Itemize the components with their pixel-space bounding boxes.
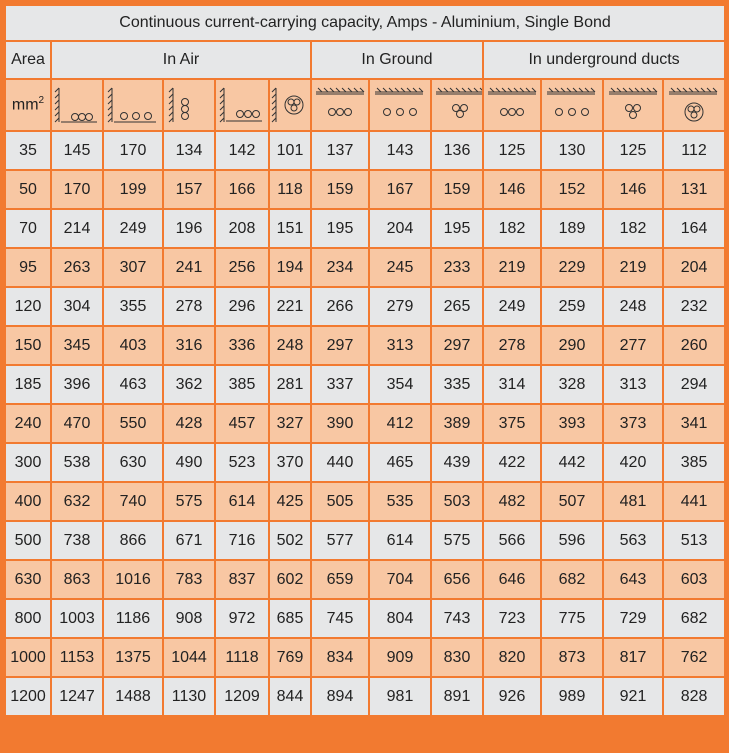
ampacity-cell: 385: [663, 443, 725, 482]
ampacity-cell: 151: [269, 209, 311, 248]
air-flat-touching-icon: [51, 79, 103, 131]
ampacity-cell: 894: [311, 677, 369, 716]
ampacity-cell: 577: [311, 521, 369, 560]
ampacity-cell: 362: [163, 365, 215, 404]
ampacity-cell: 729: [603, 599, 663, 638]
ampacity-cell: 659: [311, 560, 369, 599]
in-ducts-header: In underground ducts: [483, 41, 725, 79]
ampacity-cell: 278: [483, 326, 541, 365]
ground-flat-touching-icon: [311, 79, 369, 131]
unit-exponent: 2: [38, 95, 45, 107]
ampacity-cell: 335: [431, 365, 483, 404]
ampacity-cell: 490: [163, 443, 215, 482]
duct-flat-touching-icon: [483, 79, 541, 131]
area-cell: 800: [5, 599, 51, 638]
ampacity-cell: 566: [483, 521, 541, 560]
ampacity-cell: 656: [431, 560, 483, 599]
ampacity-cell: 112: [663, 131, 725, 170]
ampacity-cell: 263: [51, 248, 103, 287]
air-trefoil-spaced-icon: [215, 79, 269, 131]
ampacity-cell: 313: [603, 365, 663, 404]
ampacity-cell: 482: [483, 482, 541, 521]
ampacity-cell: 457: [215, 404, 269, 443]
ampacity-cell: 563: [603, 521, 663, 560]
ampacity-cell: 327: [269, 404, 311, 443]
ampacity-cell: 249: [103, 209, 163, 248]
ampacity-cell: 463: [103, 365, 163, 404]
ampacity-cell: 125: [483, 131, 541, 170]
ampacity-cell: 145: [51, 131, 103, 170]
ampacity-cell: 503: [431, 482, 483, 521]
ampacity-cell: 208: [215, 209, 269, 248]
ampacity-cell: 314: [483, 365, 541, 404]
ampacity-cell: 337: [311, 365, 369, 404]
ampacity-cell: 182: [483, 209, 541, 248]
table-row: [5, 677, 725, 716]
ampacity-cell: 981: [369, 677, 431, 716]
ampacity-cell: 575: [431, 521, 483, 560]
ampacity-cell: 159: [311, 170, 369, 209]
in-air-header: In Air: [51, 41, 311, 79]
ampacity-cell: 389: [431, 404, 483, 443]
ampacity-cell: 259: [541, 287, 603, 326]
ampacity-cell: 130: [541, 131, 603, 170]
table-row: [5, 287, 725, 326]
ampacity-cell: 828: [663, 677, 725, 716]
table-title: Continuous current-carrying capacity, Amps - Aluminium, Single Bond: [5, 5, 725, 41]
ampacity-cell: 643: [603, 560, 663, 599]
ampacity-cell: 505: [311, 482, 369, 521]
ampacity-cell: 219: [483, 248, 541, 287]
area-cell: 70: [5, 209, 51, 248]
ampacity-cell: 596: [541, 521, 603, 560]
ampacity-cell: 204: [663, 248, 725, 287]
table-row: [5, 170, 725, 209]
ampacity-cell: 440: [311, 443, 369, 482]
table-row: [5, 482, 725, 521]
ampacity-cell: 682: [541, 560, 603, 599]
ampacity-cell: 146: [603, 170, 663, 209]
ampacity-cell: 234: [311, 248, 369, 287]
ampacity-cell: 575: [163, 482, 215, 521]
ampacity-cell: 396: [51, 365, 103, 404]
ampacity-cell: 866: [103, 521, 163, 560]
area-cell: 185: [5, 365, 51, 404]
ampacity-cell: 313: [369, 326, 431, 365]
ampacity-cell: 535: [369, 482, 431, 521]
ampacity-cell: 355: [103, 287, 163, 326]
ampacity-cell: 783: [163, 560, 215, 599]
ampacity-cell: 614: [369, 521, 431, 560]
ampacity-cell: 265: [431, 287, 483, 326]
ampacity-cell: 341: [663, 404, 725, 443]
ampacity-cell: 199: [103, 170, 163, 209]
ampacity-cell: 307: [103, 248, 163, 287]
ampacity-cell: 481: [603, 482, 663, 521]
ampacity-cell: 297: [431, 326, 483, 365]
table-row: [5, 131, 725, 170]
ampacity-cell: 837: [215, 560, 269, 599]
ampacity-cell: 182: [603, 209, 663, 248]
air-trefoil-touching-icon: [269, 79, 311, 131]
ampacity-cell: 738: [51, 521, 103, 560]
ampacity-cell: 1003: [51, 599, 103, 638]
ampacity-cell: 189: [541, 209, 603, 248]
ampacity-cell: 159: [431, 170, 483, 209]
table-row: [5, 443, 725, 482]
ampacity-cell: 146: [483, 170, 541, 209]
duct-flat-spaced-icon: [541, 79, 603, 131]
ampacity-cell: 1247: [51, 677, 103, 716]
area-cell: 50: [5, 170, 51, 209]
duct-single-trefoil-icon: [663, 79, 725, 131]
ampacity-cell: 297: [311, 326, 369, 365]
ampacity-cell: 1118: [215, 638, 269, 677]
ampacity-cell: 248: [603, 287, 663, 326]
ampacity-cell: 164: [663, 209, 725, 248]
ampacity-cell: 439: [431, 443, 483, 482]
ampacity-cell: 229: [541, 248, 603, 287]
ampacity-cell: 412: [369, 404, 431, 443]
ampacity-cell: 873: [541, 638, 603, 677]
ground-flat-spaced-icon: [369, 79, 431, 131]
ampacity-cell: 685: [269, 599, 311, 638]
area-cell: 500: [5, 521, 51, 560]
ampacity-cell: 152: [541, 170, 603, 209]
ampacity-cell: 804: [369, 599, 431, 638]
ampacity-cell: 442: [541, 443, 603, 482]
ampacity-cell: 762: [663, 638, 725, 677]
ampacity-cell: 909: [369, 638, 431, 677]
ampacity-cell: 219: [603, 248, 663, 287]
ampacity-cell: 1488: [103, 677, 163, 716]
ampacity-cell: 502: [269, 521, 311, 560]
ampacity-cell: 278: [163, 287, 215, 326]
ampacity-cell: 328: [541, 365, 603, 404]
ampacity-cell: 304: [51, 287, 103, 326]
ampacity-cell: 195: [311, 209, 369, 248]
ampacity-cell: 614: [215, 482, 269, 521]
ampacity-cell: 390: [311, 404, 369, 443]
table-row: [5, 209, 725, 248]
ampacity-cell: 716: [215, 521, 269, 560]
area-cell: 240: [5, 404, 51, 443]
ampacity-cell: 260: [663, 326, 725, 365]
ampacity-cell: 393: [541, 404, 603, 443]
ampacity-cell: 336: [215, 326, 269, 365]
ampacity-cell: 277: [603, 326, 663, 365]
area-cell: 120: [5, 287, 51, 326]
ampacity-cell: 820: [483, 638, 541, 677]
ampacity-cell: 167: [369, 170, 431, 209]
ampacity-cell: 834: [311, 638, 369, 677]
ampacity-cell: 817: [603, 638, 663, 677]
ampacity-cell: 195: [431, 209, 483, 248]
ampacity-cell: 630: [103, 443, 163, 482]
ampacity-cell: 249: [483, 287, 541, 326]
ampacity-cell: 170: [103, 131, 163, 170]
area-cell: 300: [5, 443, 51, 482]
ampacity-cell: 769: [269, 638, 311, 677]
ampacity-cell: 830: [431, 638, 483, 677]
ampacity-cell: 296: [215, 287, 269, 326]
ampacity-cell: 248: [269, 326, 311, 365]
ampacity-cell: 290: [541, 326, 603, 365]
ampacity-cell: 281: [269, 365, 311, 404]
ampacity-cell: 425: [269, 482, 311, 521]
ampacity-cell: 294: [663, 365, 725, 404]
ampacity-cell: 170: [51, 170, 103, 209]
ampacity-cell: 441: [663, 482, 725, 521]
ampacity-cell: 921: [603, 677, 663, 716]
ampacity-cell: 1186: [103, 599, 163, 638]
ampacity-cell: 256: [215, 248, 269, 287]
ampacity-cell: 523: [215, 443, 269, 482]
area-cell: 35: [5, 131, 51, 170]
ampacity-cell: 863: [51, 560, 103, 599]
ampacity-cell: 101: [269, 131, 311, 170]
ampacity-cell: 196: [163, 209, 215, 248]
ampacity-cell: 1375: [103, 638, 163, 677]
area-header: Area: [5, 41, 51, 79]
ampacity-cell: 118: [269, 170, 311, 209]
ampacity-cell: 370: [269, 443, 311, 482]
ampacity-cell: 233: [431, 248, 483, 287]
area-cell: 400: [5, 482, 51, 521]
table-row: [5, 365, 725, 404]
ampacity-cell: 745: [311, 599, 369, 638]
ampacity-cell: 602: [269, 560, 311, 599]
ampacity-cell: 908: [163, 599, 215, 638]
ampacity-cell: 354: [369, 365, 431, 404]
table-row: [5, 404, 725, 443]
ampacity-cell: 142: [215, 131, 269, 170]
air-vertical-icon: [163, 79, 215, 131]
ampacity-cell: 972: [215, 599, 269, 638]
ampacity-cell: 646: [483, 560, 541, 599]
ampacity-cell: 232: [663, 287, 725, 326]
ampacity-cell: 704: [369, 560, 431, 599]
duct-trefoil-icon: [603, 79, 663, 131]
ampacity-cell: 131: [663, 170, 725, 209]
ampacity-cell: 194: [269, 248, 311, 287]
ampacity-cell: 844: [269, 677, 311, 716]
ampacity-cell: 403: [103, 326, 163, 365]
ampacity-cell: 1044: [163, 638, 215, 677]
ampacity-cell: 143: [369, 131, 431, 170]
ampacity-cell: 1016: [103, 560, 163, 599]
ampacity-cell: 316: [163, 326, 215, 365]
area-cell: 1000: [5, 638, 51, 677]
area-cell: 95: [5, 248, 51, 287]
in-ground-header: In Ground: [311, 41, 483, 79]
ampacity-cell: 891: [431, 677, 483, 716]
ampacity-cell: 513: [663, 521, 725, 560]
ampacity-cell: 470: [51, 404, 103, 443]
ampacity-cell: 345: [51, 326, 103, 365]
ampacity-cell: 420: [603, 443, 663, 482]
air-flat-spaced-icon: [103, 79, 163, 131]
ampacity-cell: 550: [103, 404, 163, 443]
table-row: [5, 248, 725, 287]
ampacity-cell: 157: [163, 170, 215, 209]
ampacity-cell: 373: [603, 404, 663, 443]
unit-header: [5, 79, 51, 131]
table-row: [5, 560, 725, 599]
ampacity-cell: 775: [541, 599, 603, 638]
ampacity-cell: 136: [431, 131, 483, 170]
ampacity-cell: 603: [663, 560, 725, 599]
ampacity-cell: 538: [51, 443, 103, 482]
area-cell: 150: [5, 326, 51, 365]
ampacity-table: [4, 4, 726, 717]
table-row: [5, 521, 725, 560]
table-row: [5, 599, 725, 638]
ampacity-cell: 989: [541, 677, 603, 716]
ampacity-cell: 743: [431, 599, 483, 638]
ampacity-cell: 1153: [51, 638, 103, 677]
ampacity-cell: 125: [603, 131, 663, 170]
ampacity-cell: 137: [311, 131, 369, 170]
ampacity-cell: 204: [369, 209, 431, 248]
unit-base: mm: [11, 96, 39, 114]
ground-trefoil-icon: [431, 79, 483, 131]
ampacity-cell: 740: [103, 482, 163, 521]
ampacity-cell: 279: [369, 287, 431, 326]
ampacity-cell: 241: [163, 248, 215, 287]
ampacity-cell: 926: [483, 677, 541, 716]
ampacity-cell: 1209: [215, 677, 269, 716]
ampacity-cell: 221: [269, 287, 311, 326]
ampacity-cell: 632: [51, 482, 103, 521]
ampacity-cell: 1130: [163, 677, 215, 716]
area-cell: 1200: [5, 677, 51, 716]
ampacity-cell: 266: [311, 287, 369, 326]
ampacity-cell: 385: [215, 365, 269, 404]
table-row: [5, 326, 725, 365]
ampacity-cell: 375: [483, 404, 541, 443]
ampacity-cell: 245: [369, 248, 431, 287]
ampacity-cell: 166: [215, 170, 269, 209]
area-cell: 630: [5, 560, 51, 599]
ampacity-cell: 682: [663, 599, 725, 638]
ampacity-cell: 507: [541, 482, 603, 521]
ampacity-cell: 134: [163, 131, 215, 170]
ampacity-cell: 214: [51, 209, 103, 248]
ampacity-cell: 465: [369, 443, 431, 482]
table-row: [5, 638, 725, 677]
ampacity-cell: 422: [483, 443, 541, 482]
ampacity-cell: 428: [163, 404, 215, 443]
ampacity-cell: 723: [483, 599, 541, 638]
ampacity-cell: 671: [163, 521, 215, 560]
